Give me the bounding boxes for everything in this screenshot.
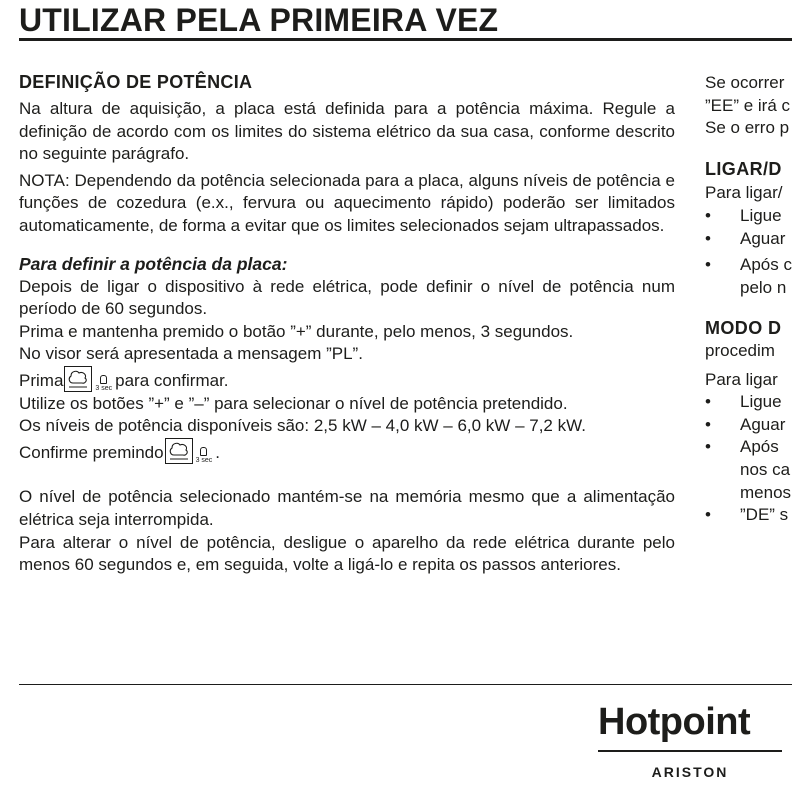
- paragraph-change-level: Para alterar o nível de potência, desligue o aparelho da rede elétrica durante pelo menos 60 segundos e, em seguida, volte a ligá-lo e repita os passos anteriores.: [19, 532, 675, 575]
- list-item: [705, 228, 792, 251]
- list-item-text: Ligue: [740, 392, 782, 412]
- right-line: Se ocorrer: [705, 73, 785, 92]
- list-item-text: ”DE” s: [740, 505, 789, 525]
- confirm-suffix: .: [215, 442, 221, 462]
- list-item: [705, 205, 792, 228]
- right-heading-on-off: LIGAR/D: [705, 158, 782, 179]
- page-title: UTILIZAR PELA PRIMEIRA VEZ: [19, 2, 499, 38]
- paragraph-step-adjust: Utilize os botões ”+” e ”–” para selecionar o nível de potência pretendido.: [19, 393, 568, 413]
- paragraph-step-hold: Prima e mantenha premido o botão ”+” durante, pelo menos, 3 segundos.: [19, 321, 574, 341]
- right-intro: Para ligar/: [705, 183, 783, 203]
- list-item: [705, 504, 792, 527]
- bullet: •: [705, 437, 711, 457]
- right-line: ”EE” e irá c: [705, 95, 791, 115]
- title-rule: [19, 38, 792, 41]
- bullet: •: [705, 255, 711, 275]
- paragraph-steps-intro: Depois de ligar o dispositivo à rede elétrica, pode definir o nível de potência num período de 60 segundos.: [19, 276, 675, 319]
- sec-label: 3 sec: [195, 456, 213, 464]
- confirm-key-icon: [64, 366, 92, 392]
- right-intro: Para ligar: [705, 369, 778, 389]
- bullet: •: [705, 414, 711, 434]
- paragraph-step-levels: Os níveis de potência disponíveis são: 2,5 kW – 4,0 kW – 6,0 kW – 7,2 kW.: [19, 416, 586, 436]
- press-suffix: para confirmar.: [115, 370, 229, 390]
- list-item-text: Após c: [740, 255, 792, 275]
- right-column-cropped: [705, 72, 792, 527]
- footer-rule: [19, 684, 792, 685]
- paragraph-memory: O nível de potência selecionado mantém-se na memória mesmo que a alimentação elétrica seja interrompida.: [19, 487, 675, 529]
- list-item: [705, 414, 792, 437]
- list-item-continuation: pelo n: [740, 277, 787, 297]
- confirm-key-icon: [165, 438, 193, 464]
- sec-label: 3 sec: [95, 384, 113, 392]
- list-item-continuation: menos: [740, 482, 792, 502]
- list-item-text: Aguar: [740, 414, 786, 434]
- brand-name: Hotpoint: [598, 701, 751, 743]
- right-line: Se o erro p: [705, 118, 790, 138]
- right-heading-continuation: procedim: [705, 340, 775, 360]
- bullet: •: [705, 392, 711, 412]
- bullet: •: [705, 505, 711, 525]
- brand-subname: ARISTON: [651, 764, 729, 780]
- bullet: •: [705, 205, 711, 225]
- list-item-text: Após: [740, 437, 779, 457]
- list-item-continuation: nos ca: [740, 459, 791, 479]
- three-second-icon: [196, 447, 213, 464]
- line-press-to-confirm: [19, 366, 675, 393]
- brand-logo: [598, 700, 782, 780]
- subheading-how-to-set: Para definir a potência da placa:: [19, 253, 288, 274]
- list-item-text: Ligue: [740, 205, 782, 225]
- three-second-icon: [95, 375, 112, 392]
- paragraph-note: NOTA: Dependendo da potência selecionada para a placa, alguns níveis de potência e funções de cozedura (e.x., fervura ou aquecimento rápido) poderão ser limitados automaticamente, de forma a evitar que os limites selecionados sejam ultrapassados.: [19, 170, 675, 235]
- list-item: [705, 254, 792, 277]
- line-confirm-pressing: [19, 438, 675, 465]
- press-prefix: Prima: [19, 370, 64, 390]
- paragraph-step-display: No visor será apresentada a mensagem ”PL”.: [19, 344, 363, 364]
- section-heading-power-setting: DEFINIÇÃO DE POTÊNCIA: [19, 72, 253, 92]
- confirm-prefix: Confirme premindo: [19, 442, 164, 462]
- right-heading-mode: MODO D: [705, 318, 782, 339]
- brand-bar: [598, 750, 782, 752]
- list-item: [705, 391, 792, 414]
- list-item: [705, 436, 792, 459]
- list-item-text: Aguar: [740, 228, 786, 248]
- main-column: [19, 70, 675, 577]
- paragraph-purchase-setting: Na altura de aquisição, a placa está definida para a potência máxima. Regule a definição de acordo com os limites do sistema elétrico da sua casa, conforme descrito no seguinte parágrafo.: [19, 99, 675, 164]
- bullet: •: [705, 228, 711, 248]
